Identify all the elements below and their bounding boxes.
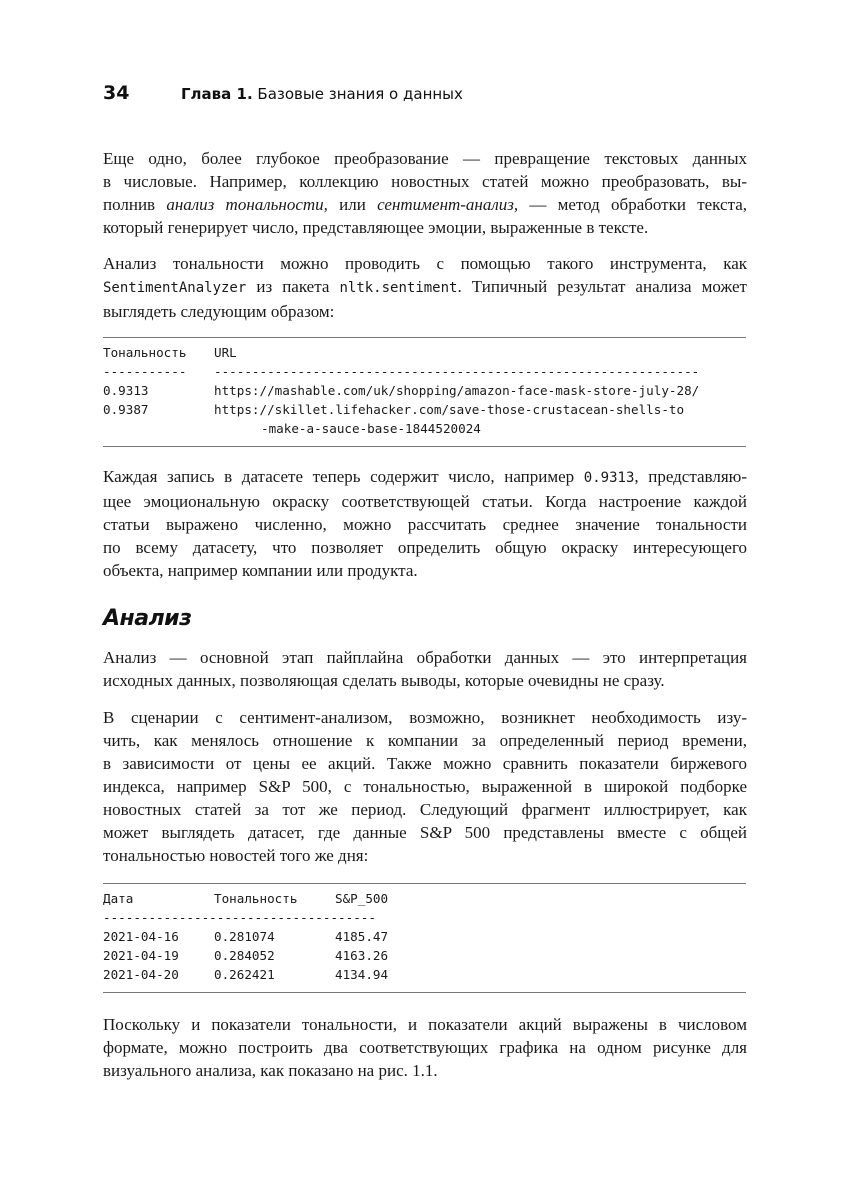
paragraph-dataset-score (103, 465, 747, 582)
code-separator: ---------------------------------------------------------------- (214, 364, 700, 379)
code-sentiment-analyzer: SentimentAnalyzer (103, 280, 247, 296)
code-sp500: 4163.26 (335, 948, 389, 963)
code-header-url: URL (214, 345, 237, 360)
text-line: индекса, например S&P 500, с тональностью, выраженной в широкой подборке (103, 777, 747, 796)
code-url-continuation: -make-a-sauce-base-1844520024 (261, 421, 481, 436)
text-line: который генерирует число, представляющее эмоции, выраженные в тексте. (103, 218, 649, 237)
paragraph-sentiment-tool (103, 252, 747, 323)
text-line: в зависимости от цены ее акций. Также можно сравнить показатели биржевого (103, 754, 747, 773)
text-line: Поскольку и показатели тональности, и показатели акций выражены в числовом (103, 1015, 747, 1034)
code-block-sentiment-output (103, 337, 746, 447)
paragraph-analysis-scenario (103, 706, 747, 867)
code-inline-score: 0.9313 (583, 470, 635, 486)
text-line: объекта, например компании или продукта. (103, 561, 418, 580)
term-sentiment-analysis: анализ тональности, (166, 195, 328, 214)
code-url: https://skillet.lifehacker.com/save-those-crustacean-shells-to (214, 402, 685, 417)
text-line: статьи выражено численно, можно рассчитать среднее значение тональности (103, 515, 747, 534)
code-url: https://mashable.com/uk/shopping/amazon-face-mask-store-july-28/ (214, 383, 700, 398)
code-header-date: Дата (103, 891, 134, 906)
code-header-tonality: Тональность (214, 891, 298, 906)
code-nltk-sentiment: nltk.sentiment (339, 280, 458, 296)
code-separator: ----------- (103, 364, 187, 379)
code-sentiment: 0.284052 (214, 948, 275, 963)
code-score: 0.9313 (103, 383, 149, 398)
text-line: тональностью новостей того же дня: (103, 846, 369, 865)
text-line: исходных данных, позволяющая сделать выводы, которые очевидны не сразу. (103, 671, 665, 690)
text-line: Анализ — основной этап пайплайна обработки данных — это интерпретация (103, 648, 747, 667)
text-line: щее эмоциональную окраску соответствующей статьи. Когда настроение каждой (103, 492, 747, 511)
text-line: визуального анализа, как показано на рис. 1.1. (103, 1061, 438, 1080)
term-sentiment-analysis-alt: сентимент-анализ, (377, 195, 519, 214)
text-line: формате, можно построить два соответствующих графика на одном рисунке для (103, 1038, 747, 1057)
text-line: выглядеть следующим образом: (103, 302, 335, 321)
code-header-tonality: Тональность (103, 345, 187, 360)
code-sentiment: 0.262421 (214, 967, 275, 982)
text-line: Каждая запись в датасете теперь содержит число, например 0.9313, представляю- (103, 467, 747, 486)
text-line: SentimentAnalyzer из пакета nltk.sentiment. Типичный результат анализа может (103, 277, 747, 296)
paragraph-transformation (103, 147, 747, 239)
code-separator: ------------------------------------ (103, 910, 376, 925)
text-line: чить, как менялось отношение к компании за определенный период времени, (103, 731, 747, 750)
chapter-title: Базовые знания о данных (257, 85, 463, 103)
paragraph-visualization (103, 1013, 747, 1082)
text-line: по всему датасету, что позволяет определить общую окраску интересующего (103, 538, 747, 557)
code-sp500: 4134.94 (335, 967, 389, 982)
text-line: В сценарии с сентимент-анализом, возможно, возникнет необходимость изу- (103, 708, 747, 727)
code-block-sp500-dataset (103, 883, 746, 993)
code-header-sp500: S&P_500 (335, 891, 389, 906)
chapter-label: Глава 1. (181, 85, 253, 103)
code-date: 2021-04-16 (103, 929, 179, 944)
text-line: может выглядеть датасет, где данные S&P 500 представлены вместе с общей (103, 823, 747, 842)
section-heading-analysis: Анализ (103, 606, 192, 631)
text-line: полнив анализ тональности, или сентимент-анализ, — метод обработки текста, (103, 195, 747, 214)
code-sentiment: 0.281074 (214, 929, 275, 944)
text-line: в числовые. Например, коллекцию новостных статей можно преобразовать, вы- (103, 172, 747, 191)
text-line: Еще одно, более глубокое преобразование — превращение текстовых данных (103, 149, 747, 168)
code-date: 2021-04-19 (103, 948, 179, 963)
text-line: новостных статей за тот же период. Следующий фрагмент иллюстрирует, как (103, 800, 747, 819)
text-line: Анализ тональности можно проводить с помощью такого инструмента, как (103, 254, 747, 273)
page-number: 34 (103, 82, 130, 104)
code-date: 2021-04-20 (103, 967, 179, 982)
code-score: 0.9387 (103, 402, 149, 417)
code-sp500: 4185.47 (335, 929, 389, 944)
running-head (181, 85, 463, 103)
paragraph-analysis-definition (103, 646, 747, 692)
